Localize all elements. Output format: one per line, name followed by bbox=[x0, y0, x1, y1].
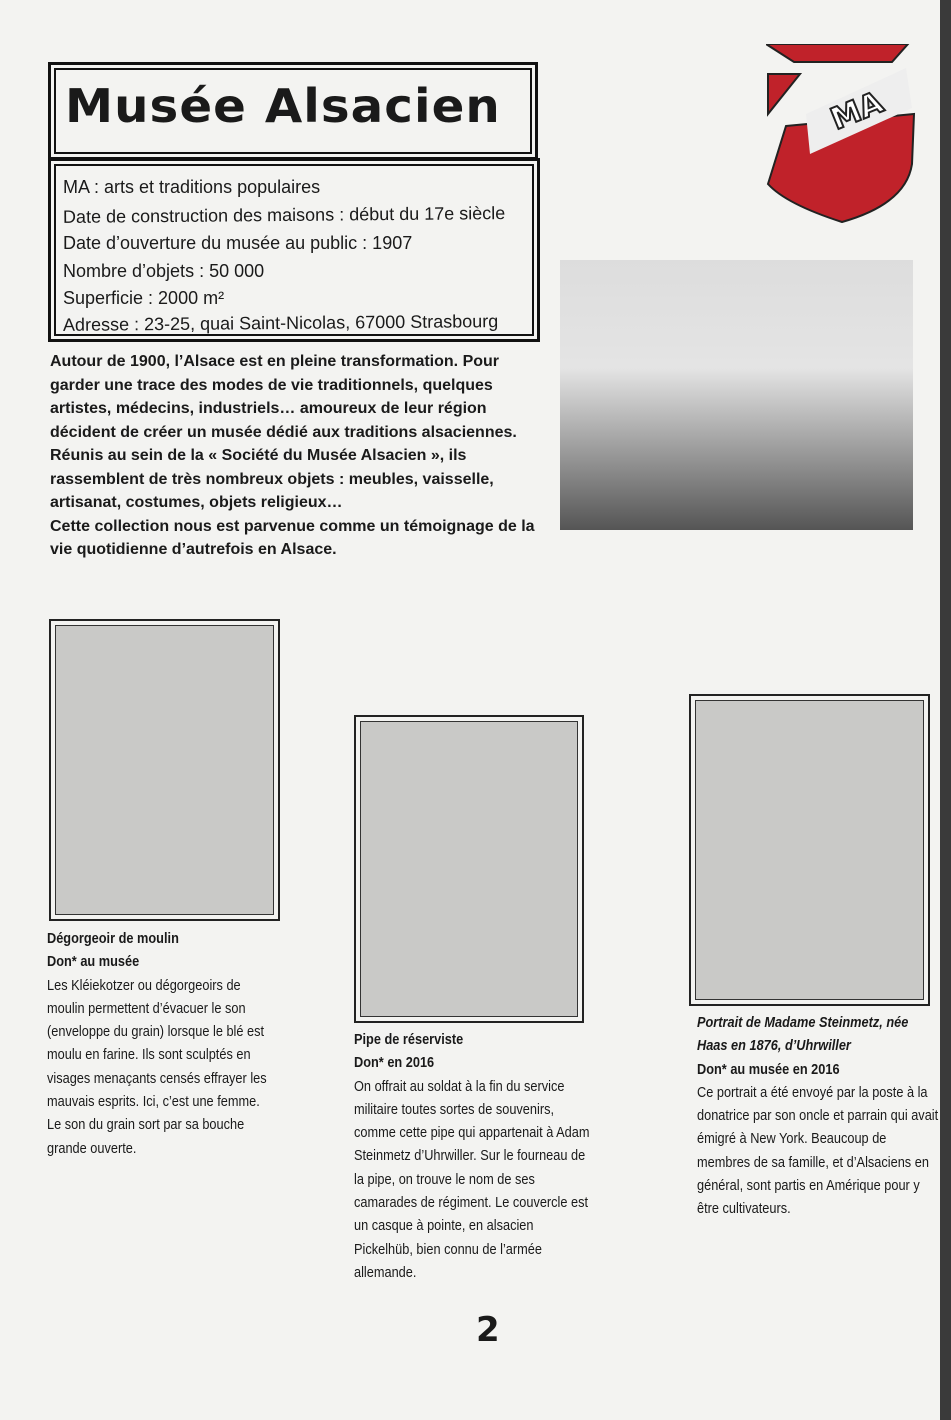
title-box bbox=[48, 62, 538, 160]
intro-text bbox=[50, 350, 550, 562]
svg-text:MA: MA bbox=[825, 85, 889, 138]
fact-line: Superficie : 2000 m² bbox=[63, 288, 225, 308]
caption-title: Pipe de réserviste bbox=[354, 1032, 464, 1048]
fact-line: MA : arts et traditions populaires bbox=[63, 177, 321, 197]
intro-paragraph: Autour de 1900, l’Alsace est en pleine transformation. Pour garder une trace des modes de vie traditionnels, quelques artistes, médecins, industriels… amoureux de leur région décident de créer un musée dédié aux traditions alsaciennes. Réunis au sein de la « Société du Musée Alsacien », ils rassemblent de très nombreux objets : meubles, vaisselle, artisanat, costumes, objets religieux… bbox=[50, 353, 517, 511]
caption-title: Portrait de Madame Steinmetz, née Haas en 1876, d’Uhrwiller bbox=[697, 1015, 909, 1055]
fact-line: Date de construction des maisons : début du 17e siècle bbox=[62, 203, 506, 227]
caption-title: Dégorgeoir de moulin bbox=[47, 931, 179, 947]
caption-donation: Don* au musée bbox=[47, 954, 140, 971]
caption-text: On offrait au soldat à la fin du service militaire toutes sortes de souvenirs, comme cette pipe qui appartenait à Adam Steinmetz d’Uhrwiller. Sur le fourneau de la pipe, on trouve le nom de ses camarades de régiment. Le couvercle est un casque à pointe, en alsacien Pickelhüb, bien connu de l’armée allemande. bbox=[354, 1078, 590, 1281]
museum-building-photo bbox=[560, 260, 913, 530]
caption-pipe bbox=[354, 1029, 592, 1285]
fact-line: Nombre d’objets : 50 000 bbox=[63, 261, 265, 281]
portrait-image bbox=[689, 694, 930, 1006]
degorgeoir-image bbox=[49, 619, 280, 921]
intro-paragraph: Cette collection nous est parvenue comme un témoignage de la vie quotidienne d’autrefois en Alsace. bbox=[50, 517, 535, 558]
page-title: Musée Alsacien bbox=[65, 79, 501, 133]
fact-line: Adresse : 23-25, quai Saint-Nicolas, 67000 Strasbourg bbox=[62, 311, 499, 335]
museum-logo-icon bbox=[766, 44, 916, 224]
caption-portrait bbox=[697, 1012, 939, 1222]
caption-donation: Don* en 2016 bbox=[354, 1055, 435, 1072]
caption-degorgeoir bbox=[47, 928, 276, 1161]
caption-text: Les Kléiekotzer ou dégorgeoirs de moulin permettent d’évacuer le son (enveloppe du grain) lorsque le blé est moulu en farine. Ils sont sculptés en visages menaçants censés effrayer les mauvais esprits. Ici, c’est une femme. Le son du grain sort par sa bouche grande ouverte. bbox=[47, 977, 267, 1157]
caption-donation: Don* au musée en 2016 bbox=[697, 1061, 840, 1078]
facts-box bbox=[48, 158, 540, 342]
pipe-image bbox=[354, 715, 584, 1023]
caption-text: Ce portrait a été envoyé par la poste à la donatrice par son oncle et parrain qui avait émigré à New York. Beaucoup de membres de sa famille, et d’Alsaciens en général, sont partis en Amérique pour y être cultivateurs. bbox=[697, 1084, 939, 1218]
fact-line: Date d’ouverture du musée au public : 1907 bbox=[63, 233, 413, 253]
page-number: 2 bbox=[476, 1310, 500, 1350]
page-edge bbox=[940, 0, 951, 1420]
